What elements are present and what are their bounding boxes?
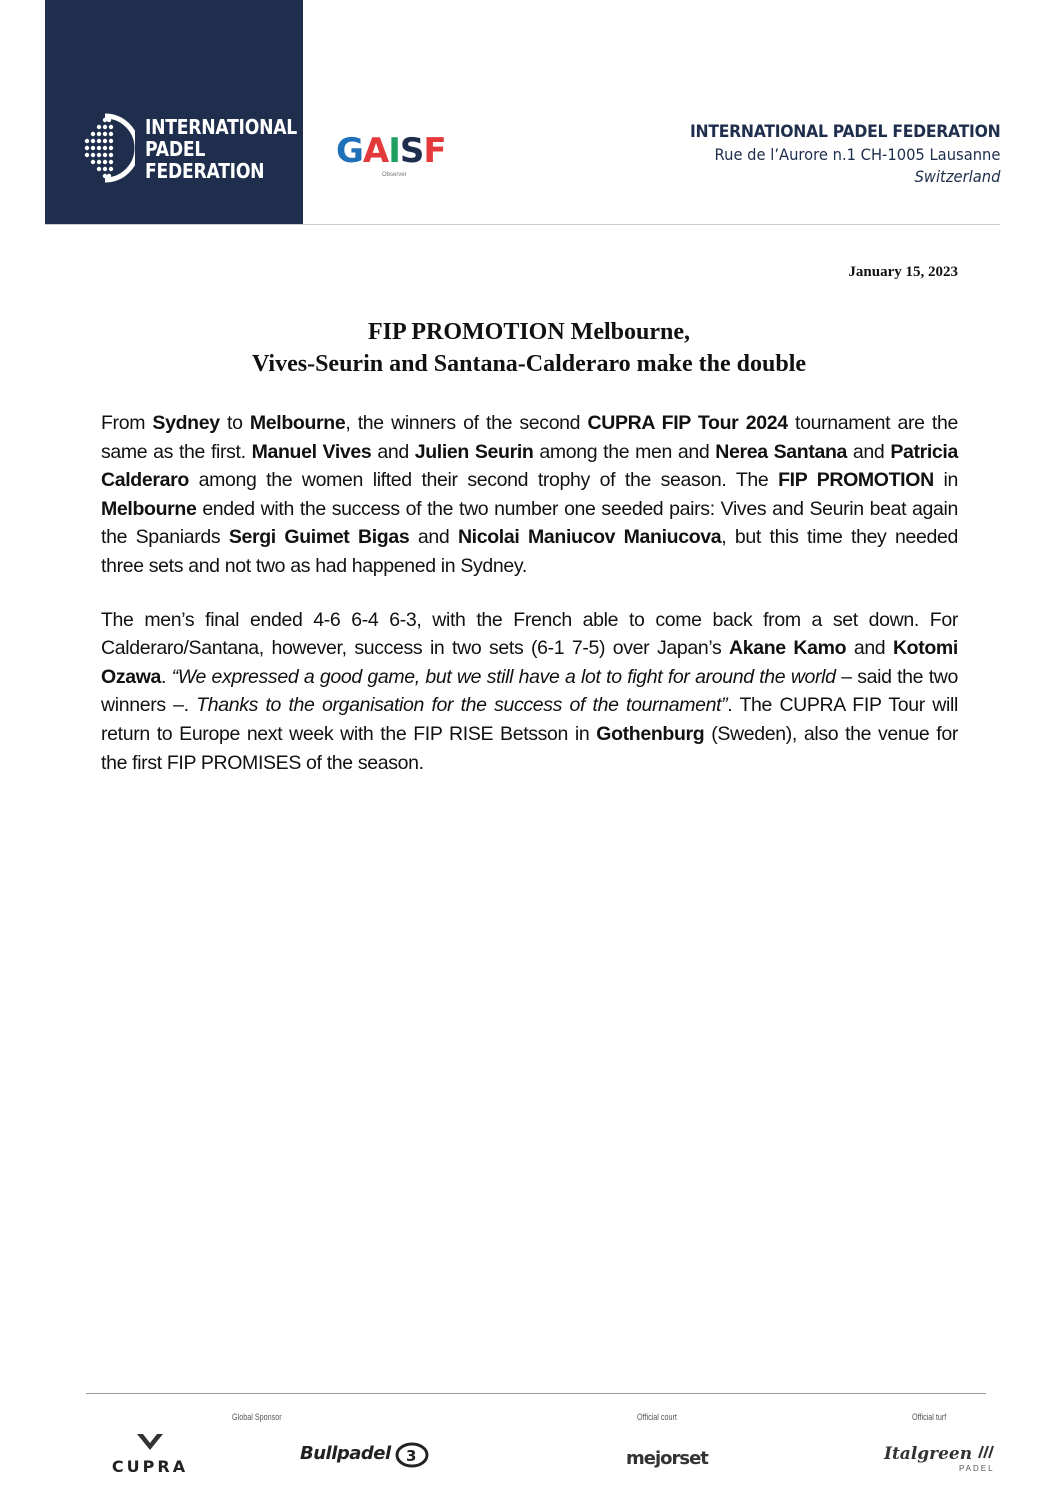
header-logo-panel [45, 0, 303, 225]
text-run: The men’s final ended 4-6 6-4 6-3, with the French able to come back from a set down. For Calderaro/Santana, however, success in two sets (6-1 7-5) over Japan’s [101, 608, 958, 660]
quote-run: “We expressed a good game, but we still have a lot to fight for around the world [171, 665, 836, 688]
footer-divider [86, 1393, 986, 1394]
text-run: tournament are the same as the first. [101, 412, 958, 463]
label-official-turf: Official turf [912, 1412, 947, 1422]
padel-ball-icon [75, 112, 135, 184]
text-run: , but this time they needed three sets and not two as had happened in Sydney. [101, 526, 958, 577]
text-run: and [409, 526, 458, 549]
text-run: and [847, 440, 891, 463]
svg-text:3: 3 [406, 1447, 417, 1465]
text-run: to [219, 412, 250, 434]
federation-address [663, 122, 1000, 186]
text-run: and [371, 440, 415, 463]
text-run: and [846, 637, 893, 660]
address-org: INTERNATIONAL PADEL FEDERATION [689, 122, 1000, 142]
body-paragraph-1 [101, 409, 958, 581]
gaisf-wordmark: GAISF [336, 131, 446, 171]
text-run: , the winners of the second [345, 412, 588, 434]
cupra-wordmark: CUPRA [111, 1457, 189, 1476]
gaisf-observer-label: Observer [382, 172, 407, 178]
bold-run: FIP PROMOTION [778, 469, 934, 492]
text-run: . [161, 665, 172, 688]
text-run: among the men and [533, 440, 716, 463]
press-date: January 15, 2023 [848, 264, 958, 280]
cupra-emblem-icon [135, 1432, 165, 1452]
bold-run: Julien Seurin [414, 440, 534, 463]
bold-run: Melbourne [249, 412, 346, 434]
italgreen-wordmark: Italgreen [884, 1444, 973, 1464]
bullpadel-emblem-icon [395, 1442, 429, 1468]
sponsor-italgreen [884, 1444, 995, 1494]
text-run: – said the two winners –. [101, 665, 958, 717]
sponsor-mejorset [626, 1448, 708, 1498]
bullpadel-wordmark: Bullpadel [300, 1443, 391, 1465]
mejorset-wordmark: mejorset [626, 1448, 708, 1469]
gaisf-logo [336, 132, 476, 182]
fip-logo-text: INTERNATIONAL PADEL FEDERATION [145, 115, 297, 183]
bold-run: Akane Kamo [729, 637, 847, 660]
bold-run: Patricia Calderaro [101, 440, 958, 492]
bold-run: Nicolai Maniucov Maniucova [457, 526, 722, 549]
sponsor-cupra [95, 1432, 205, 1482]
sponsor-bullpadel [300, 1442, 429, 1492]
text-run: . The CUPRA FIP Tour will return to Europe next week with the FIP RISE Betsson in [101, 694, 958, 745]
italgreen-sub: PADEL [958, 1464, 995, 1473]
title-line-2: Vives-Seurin and Santana-Calderaro make the double [251, 351, 807, 377]
press-body [101, 409, 958, 802]
text-run: among the women lifted their second trophy of the season. The [188, 469, 779, 492]
text-run: in [933, 469, 958, 492]
address-country: Switzerland [914, 167, 1000, 186]
bold-run: Sergi Guimet Bigas [228, 526, 410, 549]
address-street: Rue de l’Aurore n.1 CH-1005 Lausanne [714, 145, 1000, 164]
bold-run: Manuel Vives [251, 440, 372, 463]
bold-run: CUPRA FIP Tour 2024 [587, 412, 788, 434]
body-paragraph-2 [101, 606, 958, 778]
fip-logo [75, 110, 295, 190]
text-run: ended with the success of the two number one seeded pairs: Vives and Seurin beat again the Spaniards [101, 497, 958, 549]
bold-run: Sydney [152, 412, 220, 434]
bold-run: Gothenburg [596, 722, 705, 745]
quote-run: Thanks to the organisation for the success of the tournament” [196, 694, 728, 717]
label-official-court: Official court [637, 1412, 677, 1422]
title-line-1: FIP PROMOTION Melbourne, [368, 319, 690, 345]
bold-run: Melbourne [101, 497, 197, 520]
bold-run: Kotomi Ozawa [101, 637, 958, 688]
press-title [100, 316, 958, 380]
bold-run: Nerea Santana [715, 440, 848, 463]
text-run: (Sweden), also the venue for the first FIP PROMISES of the season. [101, 722, 958, 774]
label-global-sponsor: Global Sponsor [232, 1412, 282, 1422]
header-divider [45, 224, 1000, 225]
text-run: From [101, 412, 153, 434]
italgreen-leaf-icon [977, 1445, 995, 1459]
